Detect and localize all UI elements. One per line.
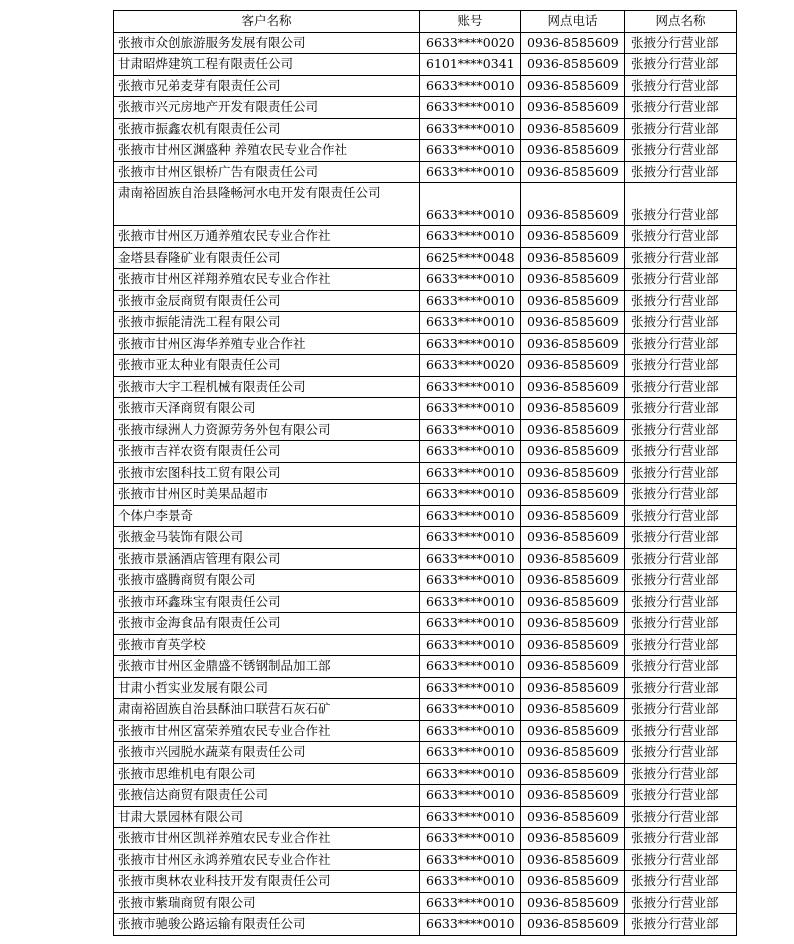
account-number-cell: 6633****0010 xyxy=(420,742,521,764)
branch-name-cell: 张掖分行营业部 xyxy=(625,183,737,226)
table-row xyxy=(114,247,737,269)
branch-phone-cell: 0936-8585609 xyxy=(521,462,625,484)
account-number-cell: 6633****0010 xyxy=(420,226,521,248)
branch-phone-cell: 0936-8585609 xyxy=(521,140,625,162)
table-row xyxy=(114,54,737,76)
account-number-cell: 6633****0010 xyxy=(420,871,521,893)
table-row xyxy=(114,441,737,463)
branch-phone-cell: 0936-8585609 xyxy=(521,312,625,334)
branch-name-cell: 张掖分行营业部 xyxy=(625,871,737,893)
customer-name-cell: 张掖市环鑫珠宝有限责任公司 xyxy=(114,591,420,613)
branch-phone-cell: 0936-8585609 xyxy=(521,355,625,377)
customer-name-cell: 张掖市兴元房地产开发有限责任公司 xyxy=(114,97,420,119)
account-number-cell: 6633****0010 xyxy=(420,849,521,871)
customer-name-cell: 张掖市天泽商贸有限公司 xyxy=(114,398,420,420)
branch-name-cell: 张掖分行营业部 xyxy=(625,484,737,506)
account-number-cell: 6633****0010 xyxy=(420,720,521,742)
customer-name-cell: 张掖市甘州区永鸿养殖农民专业合作社 xyxy=(114,849,420,871)
customer-name-cell: 张掖市甘州区海华养殖专业合作社 xyxy=(114,333,420,355)
branch-phone-cell: 0936-8585609 xyxy=(521,785,625,807)
account-number-cell: 6633****0010 xyxy=(420,441,521,463)
branch-name-cell: 张掖分行营业部 xyxy=(625,54,737,76)
account-number-cell: 6633****0010 xyxy=(420,806,521,828)
branch-name-cell: 张掖分行营业部 xyxy=(625,742,737,764)
account-number-cell: 6633****0010 xyxy=(420,484,521,506)
branch-name-cell: 张掖分行营业部 xyxy=(625,161,737,183)
branch-phone-cell: 0936-8585609 xyxy=(521,398,625,420)
table-row xyxy=(114,785,737,807)
branch-phone-cell: 0936-8585609 xyxy=(521,75,625,97)
branch-name-cell: 张掖分行营业部 xyxy=(625,763,737,785)
branch-name-cell: 张掖分行营业部 xyxy=(625,269,737,291)
customer-name-cell: 张掖市盛腾商贸有限公司 xyxy=(114,570,420,592)
customer-name-cell: 张掖市景涵酒店管理有限公司 xyxy=(114,548,420,570)
account-number-cell: 6633****0010 xyxy=(420,527,521,549)
table-row xyxy=(114,226,737,248)
table-row xyxy=(114,484,737,506)
branch-phone-cell: 0936-8585609 xyxy=(521,763,625,785)
branch-name-cell: 张掖分行营业部 xyxy=(625,247,737,269)
customer-name-cell: 张掖市金辰商贸有限责任公司 xyxy=(114,290,420,312)
header-branch-name: 网点名称 xyxy=(625,11,737,33)
account-number-cell: 6633****0010 xyxy=(420,677,521,699)
customer-name-cell: 张掖市甘州区银桥广告有限责任公司 xyxy=(114,161,420,183)
branch-phone-cell: 0936-8585609 xyxy=(521,333,625,355)
table-row xyxy=(114,914,737,936)
account-number-cell: 6633****0010 xyxy=(420,75,521,97)
branch-phone-cell: 0936-8585609 xyxy=(521,247,625,269)
table-row xyxy=(114,634,737,656)
branch-phone-cell: 0936-8585609 xyxy=(521,269,625,291)
table-row xyxy=(114,269,737,291)
table-row xyxy=(114,355,737,377)
branch-phone-cell: 0936-8585609 xyxy=(521,849,625,871)
branch-phone-cell: 0936-8585609 xyxy=(521,527,625,549)
account-number-cell: 6633****0020 xyxy=(420,355,521,377)
table-row xyxy=(114,118,737,140)
customer-name-cell: 张掖信达商贸有限责任公司 xyxy=(114,785,420,807)
branch-phone-cell: 0936-8585609 xyxy=(521,419,625,441)
table-row xyxy=(114,892,737,914)
branch-name-cell: 张掖分行营业部 xyxy=(625,828,737,850)
branch-phone-cell: 0936-8585609 xyxy=(521,742,625,764)
table-row xyxy=(114,656,737,678)
table-row xyxy=(114,828,737,850)
customer-name-cell: 张掖市兴园脱水蔬菜有限责任公司 xyxy=(114,742,420,764)
table-row xyxy=(114,462,737,484)
account-number-cell: 6633****0010 xyxy=(420,763,521,785)
branch-phone-cell: 0936-8585609 xyxy=(521,32,625,54)
branch-phone-cell: 0936-8585609 xyxy=(521,484,625,506)
customer-name-cell: 肃南裕固族自治县酥油口联营石灰石矿 xyxy=(114,699,420,721)
branch-name-cell: 张掖分行营业部 xyxy=(625,806,737,828)
account-number-cell: 6633****0010 xyxy=(420,828,521,850)
customer-name-cell: 个体户李景奇 xyxy=(114,505,420,527)
customer-name-cell: 张掖市振鑫农机有限责任公司 xyxy=(114,118,420,140)
branch-name-cell: 张掖分行营业部 xyxy=(625,613,737,635)
table-row xyxy=(114,763,737,785)
table-row xyxy=(114,140,737,162)
customer-name-cell: 张掖市大宇工程机械有限责任公司 xyxy=(114,376,420,398)
account-number-cell: 6633****0010 xyxy=(420,118,521,140)
account-number-cell: 6633****0010 xyxy=(420,785,521,807)
table-row xyxy=(114,183,737,226)
customer-name-cell: 张掖市甘州区渊盛种 养殖农民专业合作社 xyxy=(114,140,420,162)
customer-name-cell: 张掖市兄弟麦芽有限责任公司 xyxy=(114,75,420,97)
customer-name-cell: 甘肃小哲实业发展有限公司 xyxy=(114,677,420,699)
account-number-cell: 6633****0010 xyxy=(420,613,521,635)
branch-name-cell: 张掖分行营业部 xyxy=(625,914,737,936)
branch-name-cell: 张掖分行营业部 xyxy=(625,333,737,355)
branch-name-cell: 张掖分行营业部 xyxy=(625,548,737,570)
customer-name-cell: 张掖市绿洲人力资源劳务外包有限公司 xyxy=(114,419,420,441)
table-row xyxy=(114,97,737,119)
customer-name-cell: 张掖市奥林农业科技开发有限责任公司 xyxy=(114,871,420,893)
branch-name-cell: 张掖分行营业部 xyxy=(625,312,737,334)
account-number-cell: 6633****0020 xyxy=(420,32,521,54)
branch-name-cell: 张掖分行营业部 xyxy=(625,441,737,463)
account-number-cell: 6633****0010 xyxy=(420,462,521,484)
account-number-cell: 6633****0010 xyxy=(420,634,521,656)
header-customer-name: 客户名称 xyxy=(114,11,420,33)
customer-account-table xyxy=(113,10,737,936)
customer-name-cell: 张掖市甘州区富荣养殖农民专业合作社 xyxy=(114,720,420,742)
branch-name-cell: 张掖分行营业部 xyxy=(625,462,737,484)
table-row xyxy=(114,419,737,441)
branch-phone-cell: 0936-8585609 xyxy=(521,613,625,635)
account-number-cell: 6633****0010 xyxy=(420,269,521,291)
branch-name-cell: 张掖分行营业部 xyxy=(625,785,737,807)
table-row xyxy=(114,570,737,592)
branch-name-cell: 张掖分行营业部 xyxy=(625,419,737,441)
account-number-cell: 6633****0010 xyxy=(420,699,521,721)
table-row xyxy=(114,75,737,97)
customer-name-cell: 张掖市甘州区时美果品超市 xyxy=(114,484,420,506)
branch-name-cell: 张掖分行营业部 xyxy=(625,376,737,398)
customer-name-cell: 张掖市金海食品有限责任公司 xyxy=(114,613,420,635)
branch-phone-cell: 0936-8585609 xyxy=(521,871,625,893)
branch-name-cell: 张掖分行营业部 xyxy=(625,570,737,592)
table-row xyxy=(114,333,737,355)
table-row xyxy=(114,32,737,54)
branch-name-cell: 张掖分行营业部 xyxy=(625,75,737,97)
branch-phone-cell: 0936-8585609 xyxy=(521,226,625,248)
table-row xyxy=(114,699,737,721)
account-number-cell: 6633****0010 xyxy=(420,97,521,119)
branch-name-cell: 张掖分行营业部 xyxy=(625,355,737,377)
account-number-cell: 6633****0010 xyxy=(420,290,521,312)
branch-phone-cell: 0936-8585609 xyxy=(521,677,625,699)
branch-phone-cell: 0936-8585609 xyxy=(521,54,625,76)
branch-name-cell: 张掖分行营业部 xyxy=(625,32,737,54)
branch-name-cell: 张掖分行营业部 xyxy=(625,849,737,871)
account-number-cell: 6633****0010 xyxy=(420,419,521,441)
branch-name-cell: 张掖分行营业部 xyxy=(625,656,737,678)
account-number-cell: 6625****0048 xyxy=(420,247,521,269)
header-account-number: 账号 xyxy=(420,11,521,33)
branch-name-cell: 张掖分行营业部 xyxy=(625,505,737,527)
customer-name-cell: 张掖市甘州区金鼎盛不锈钢制品加工部 xyxy=(114,656,420,678)
customer-name-cell: 张掖市众创旅游服务发展有限公司 xyxy=(114,32,420,54)
customer-name-cell: 张掖市甘州区凯祥养殖农民专业合作社 xyxy=(114,828,420,850)
table-body xyxy=(114,32,737,935)
customer-name-cell: 张掖金马装饰有限公司 xyxy=(114,527,420,549)
account-number-cell: 6633****0010 xyxy=(420,333,521,355)
table-row xyxy=(114,613,737,635)
customer-name-cell: 张掖市育英学校 xyxy=(114,634,420,656)
branch-phone-cell: 0936-8585609 xyxy=(521,290,625,312)
table-row xyxy=(114,677,737,699)
account-number-cell: 6633****0010 xyxy=(420,376,521,398)
account-number-cell: 6633****0010 xyxy=(420,914,521,936)
customer-name-cell: 张掖市思维机电有限公司 xyxy=(114,763,420,785)
account-number-cell: 6633****0010 xyxy=(420,140,521,162)
branch-name-cell: 张掖分行营业部 xyxy=(625,677,737,699)
table-row xyxy=(114,505,737,527)
branch-name-cell: 张掖分行营业部 xyxy=(625,118,737,140)
account-number-cell: 6633****0010 xyxy=(420,656,521,678)
customer-name-cell: 金塔县春隆矿业有限责任公司 xyxy=(114,247,420,269)
branch-phone-cell: 0936-8585609 xyxy=(521,183,625,226)
branch-name-cell: 张掖分行营业部 xyxy=(625,97,737,119)
branch-phone-cell: 0936-8585609 xyxy=(521,828,625,850)
branch-name-cell: 张掖分行营业部 xyxy=(625,720,737,742)
account-number-cell: 6633****0010 xyxy=(420,548,521,570)
account-number-cell: 6633****0010 xyxy=(420,570,521,592)
branch-phone-cell: 0936-8585609 xyxy=(521,720,625,742)
table-row xyxy=(114,161,737,183)
branch-phone-cell: 0936-8585609 xyxy=(521,118,625,140)
branch-phone-cell: 0936-8585609 xyxy=(521,97,625,119)
branch-phone-cell: 0936-8585609 xyxy=(521,806,625,828)
branch-phone-cell: 0936-8585609 xyxy=(521,376,625,398)
customer-name-cell: 张掖市甘州区祥翔养殖农民专业合作社 xyxy=(114,269,420,291)
branch-name-cell: 张掖分行营业部 xyxy=(625,398,737,420)
customer-name-cell: 甘肃昭烨建筑工程有限责任公司 xyxy=(114,54,420,76)
table-row xyxy=(114,312,737,334)
branch-name-cell: 张掖分行营业部 xyxy=(625,140,737,162)
branch-phone-cell: 0936-8585609 xyxy=(521,570,625,592)
customer-name-cell: 张掖市紫瑞商贸有限公司 xyxy=(114,892,420,914)
branch-phone-cell: 0936-8585609 xyxy=(521,441,625,463)
branch-name-cell: 张掖分行营业部 xyxy=(625,527,737,549)
table-row xyxy=(114,376,737,398)
branch-name-cell: 张掖分行营业部 xyxy=(625,591,737,613)
header-branch-phone: 网点电话 xyxy=(521,11,625,33)
table-row xyxy=(114,290,737,312)
table-row xyxy=(114,591,737,613)
customer-name-cell: 张掖市吉祥农资有限责任公司 xyxy=(114,441,420,463)
branch-phone-cell: 0936-8585609 xyxy=(521,914,625,936)
table-row xyxy=(114,548,737,570)
table-row xyxy=(114,806,737,828)
account-number-cell: 6633****0010 xyxy=(420,312,521,334)
branch-name-cell: 张掖分行营业部 xyxy=(625,290,737,312)
table-row xyxy=(114,720,737,742)
table-row xyxy=(114,742,737,764)
account-number-cell: 6633****0010 xyxy=(420,505,521,527)
customer-name-cell: 张掖市驰骏公路运输有限责任公司 xyxy=(114,914,420,936)
customer-name-cell: 张掖市振能清洗工程有限公司 xyxy=(114,312,420,334)
branch-name-cell: 张掖分行营业部 xyxy=(625,634,737,656)
branch-phone-cell: 0936-8585609 xyxy=(521,634,625,656)
account-number-cell: 6633****0010 xyxy=(420,183,521,226)
customer-name-cell: 肃南裕固族自治县隆畅河水电开发有限责任公司 xyxy=(114,183,420,226)
branch-phone-cell: 0936-8585609 xyxy=(521,892,625,914)
branch-name-cell: 张掖分行营业部 xyxy=(625,892,737,914)
table-header-row xyxy=(114,11,737,33)
branch-phone-cell: 0936-8585609 xyxy=(521,161,625,183)
account-number-cell: 6101****0341 xyxy=(420,54,521,76)
table-row xyxy=(114,871,737,893)
table-row xyxy=(114,849,737,871)
branch-name-cell: 张掖分行营业部 xyxy=(625,226,737,248)
account-number-cell: 6633****0010 xyxy=(420,591,521,613)
branch-phone-cell: 0936-8585609 xyxy=(521,505,625,527)
customer-name-cell: 张掖市亚太种业有限责任公司 xyxy=(114,355,420,377)
customer-name-cell: 甘肃大景园林有限公司 xyxy=(114,806,420,828)
branch-phone-cell: 0936-8585609 xyxy=(521,591,625,613)
account-number-cell: 6633****0010 xyxy=(420,892,521,914)
table-row xyxy=(114,527,737,549)
branch-phone-cell: 0936-8585609 xyxy=(521,699,625,721)
account-number-cell: 6633****0010 xyxy=(420,161,521,183)
branch-phone-cell: 0936-8585609 xyxy=(521,548,625,570)
branch-name-cell: 张掖分行营业部 xyxy=(625,699,737,721)
table-row xyxy=(114,398,737,420)
branch-phone-cell: 0936-8585609 xyxy=(521,656,625,678)
customer-account-table-container xyxy=(113,10,736,936)
customer-name-cell: 张掖市甘州区万通养殖农民专业合作社 xyxy=(114,226,420,248)
customer-name-cell: 张掖市宏图科技工贸有限公司 xyxy=(114,462,420,484)
account-number-cell: 6633****0010 xyxy=(420,398,521,420)
